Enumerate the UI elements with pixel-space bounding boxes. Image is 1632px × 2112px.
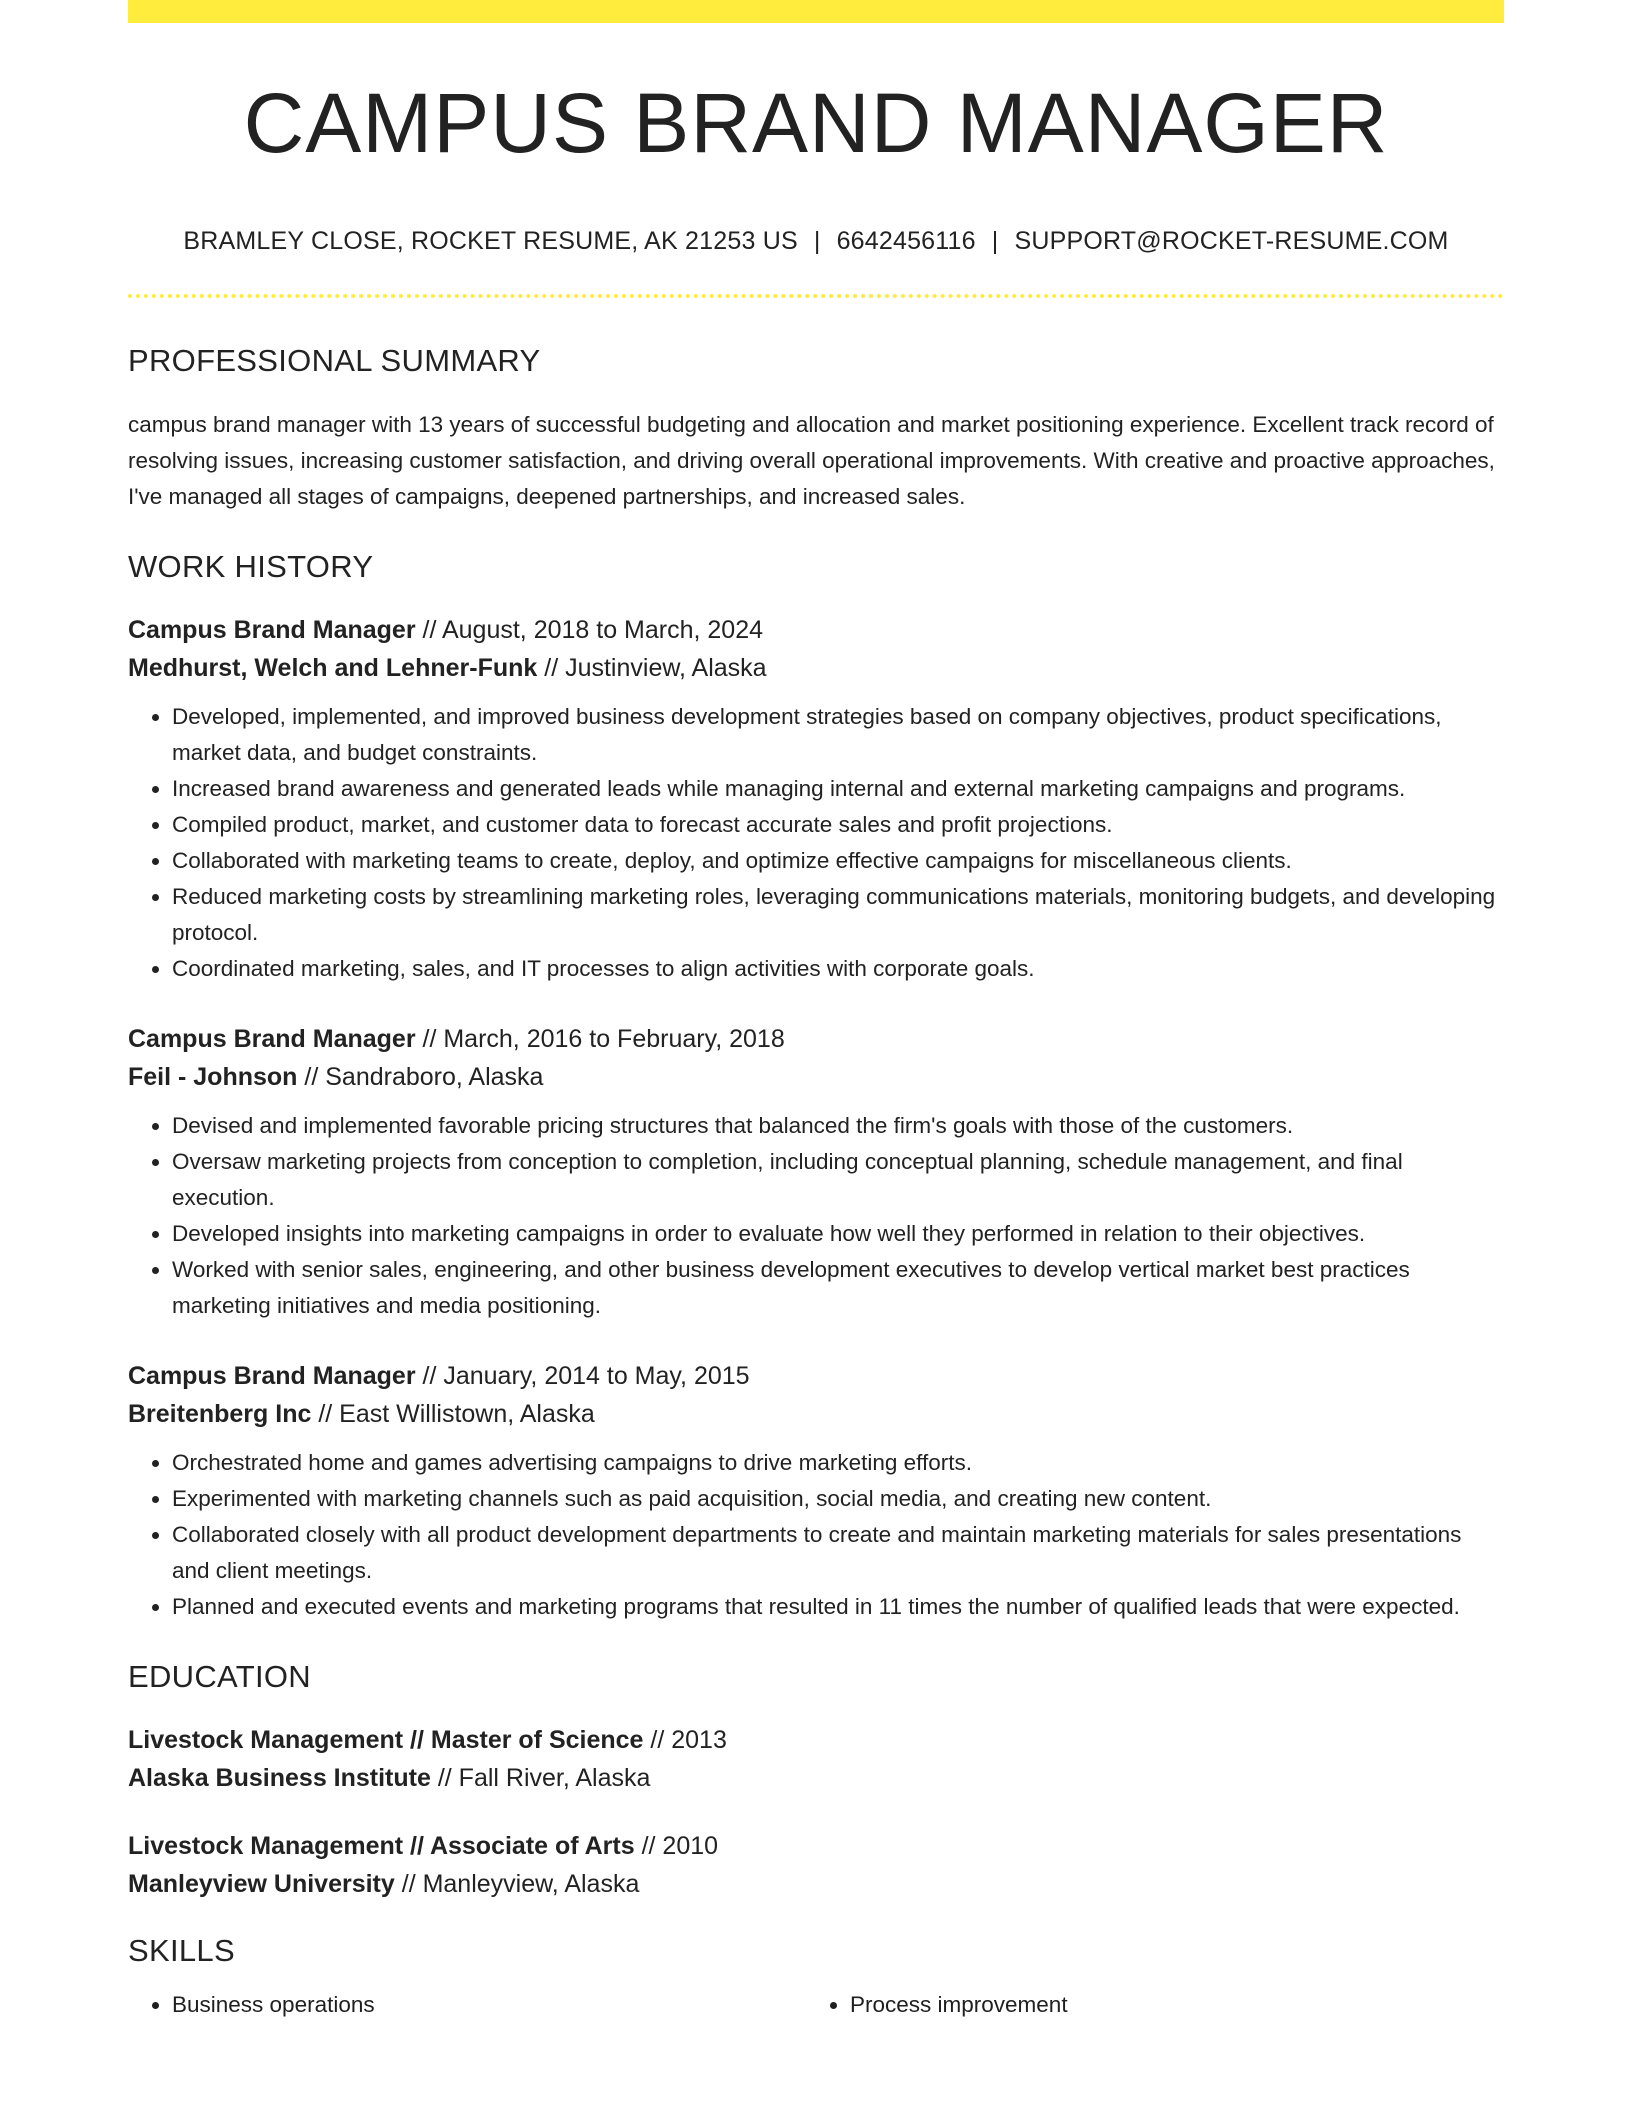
job-company: Feil - Johnson bbox=[128, 1063, 298, 1091]
job-role-line bbox=[128, 1020, 1504, 1058]
contact-line bbox=[128, 227, 1504, 256]
job-entry bbox=[128, 611, 1504, 987]
resume-page bbox=[128, 0, 1504, 2023]
job-location: // East Willistown, Alaska bbox=[311, 1400, 595, 1428]
skills-column-right bbox=[806, 1987, 1484, 2023]
job-bullets bbox=[128, 699, 1504, 987]
resume-title: CAMPUS BRAND MANAGER bbox=[243, 76, 1389, 170]
education-location: // Fall River, Alaska bbox=[430, 1764, 651, 1792]
job-bullet: • Collaborated with marketing teams to create, deploy, and optimize effective campaigns for miscellaneous clients. bbox=[172, 843, 1504, 879]
education-school-line bbox=[128, 1759, 1504, 1797]
summary-text: campus brand manager with 13 years of successful budgeting and allocation and market positioning experience. Excellent track record of resolving issues, increasing customer satisfaction, and driving overall operational improvements. With creative and proactive approaches, I've managed all stages of campaigns, deepened partnerships, and increased sales. bbox=[128, 412, 1495, 509]
job-bullet: • Orchestrated home and games advertising campaigns to drive marketing efforts. bbox=[172, 1445, 1504, 1481]
top-accent-bar bbox=[128, 0, 1504, 23]
skills-column-left bbox=[128, 1987, 806, 2023]
skill-item: • Process improvement bbox=[850, 1987, 1484, 2023]
job-company: Breitenberg Inc bbox=[128, 1400, 312, 1428]
job-bullet: • Increased brand awareness and generated leads while managing internal and external marketing campaigns and programs. bbox=[172, 771, 1504, 807]
job-bullet: • Experimented with marketing channels such as paid acquisition, social media, and creating new content. bbox=[172, 1481, 1504, 1517]
job-company-line bbox=[128, 1395, 1504, 1433]
education-school: Alaska Business Institute bbox=[128, 1764, 431, 1792]
skills-heading: SKILLS bbox=[128, 1933, 235, 1968]
education-school-line bbox=[128, 1865, 1504, 1903]
job-bullet: • Compiled product, market, and customer data to forecast accurate sales and profit projections. bbox=[172, 807, 1504, 843]
job-dates: // January, 2014 to May, 2015 bbox=[415, 1362, 750, 1390]
education-degree: Livestock Management // Master of Science bbox=[128, 1726, 644, 1754]
job-company: Medhurst, Welch and Lehner-Funk bbox=[128, 654, 538, 682]
job-bullet: • Reduced marketing costs by streamlining marketing roles, leveraging communications materials, monitoring budgets, and developing protocol. bbox=[172, 879, 1504, 951]
job-dates: // August, 2018 to March, 2024 bbox=[415, 616, 764, 644]
job-company-line bbox=[128, 649, 1504, 687]
education-heading: EDUCATION bbox=[128, 1659, 311, 1694]
education-degree-line bbox=[128, 1827, 1504, 1865]
job-bullet: • Oversaw marketing projects from conception to completion, including conceptual planning, schedule management, and final execution. bbox=[172, 1144, 1504, 1216]
contact-address: BRAMLEY CLOSE, ROCKET RESUME, AK 21253 US bbox=[183, 227, 798, 255]
education-entry bbox=[128, 1721, 1504, 1797]
contact-separator: | bbox=[813, 227, 821, 255]
skill-item: • Business operations bbox=[172, 1987, 806, 2023]
job-location: // Justinview, Alaska bbox=[537, 654, 767, 682]
job-role: Campus Brand Manager bbox=[128, 1025, 416, 1053]
job-dates: // March, 2016 to February, 2018 bbox=[415, 1025, 785, 1053]
education-school: Manleyview University bbox=[128, 1870, 395, 1898]
job-bullet: • Planned and executed events and marketing programs that resulted in 11 times the number of qualified leads that were expected. bbox=[172, 1589, 1504, 1625]
education-year: // 2010 bbox=[634, 1832, 719, 1860]
education-degree-line bbox=[128, 1721, 1504, 1759]
header-divider bbox=[128, 294, 1504, 298]
education-degree: Livestock Management // Associate of Arts bbox=[128, 1832, 635, 1860]
job-bullet: • Collaborated closely with all product development departments to create and maintain marketing materials for sales presentations and client meetings. bbox=[172, 1517, 1504, 1589]
job-bullets bbox=[128, 1108, 1504, 1324]
job-location: // Sandraboro, Alaska bbox=[297, 1063, 544, 1091]
summary-heading: PROFESSIONAL SUMMARY bbox=[128, 343, 541, 378]
skills-list bbox=[128, 1987, 1504, 2023]
education-location: // Manleyview, Alaska bbox=[394, 1870, 640, 1898]
job-bullet: • Devised and implemented favorable pricing structures that balanced the firm's goals with those of the customers. bbox=[172, 1108, 1504, 1144]
job-bullet: • Coordinated marketing, sales, and IT processes to align activities with corporate goals. bbox=[172, 951, 1504, 987]
job-role: Campus Brand Manager bbox=[128, 1362, 416, 1390]
job-entry bbox=[128, 1357, 1504, 1625]
job-bullet: • Worked with senior sales, engineering, and other business development executives to develop vertical market best practices marketing initiatives and media positioning. bbox=[172, 1252, 1504, 1324]
work-history-heading: WORK HISTORY bbox=[128, 549, 374, 584]
contact-phone: 6642456116 bbox=[836, 227, 976, 255]
education-entry bbox=[128, 1827, 1504, 1903]
job-entry bbox=[128, 1020, 1504, 1324]
job-role-line bbox=[128, 1357, 1504, 1395]
job-company-line bbox=[128, 1058, 1504, 1096]
job-role: Campus Brand Manager bbox=[128, 616, 416, 644]
contact-email[interactable]: SUPPORT@ROCKET-RESUME.COM bbox=[1014, 227, 1449, 255]
job-role-line bbox=[128, 611, 1504, 649]
education-year: // 2013 bbox=[643, 1726, 727, 1754]
job-bullets bbox=[128, 1445, 1504, 1625]
job-bullet: • Developed, implemented, and improved business development strategies based on company objectives, product specifications, market data, and budget constraints. bbox=[172, 699, 1504, 771]
job-bullet: • Developed insights into marketing campaigns in order to evaluate how well they performed in relation to their objectives. bbox=[172, 1216, 1504, 1252]
contact-separator: | bbox=[991, 227, 999, 255]
